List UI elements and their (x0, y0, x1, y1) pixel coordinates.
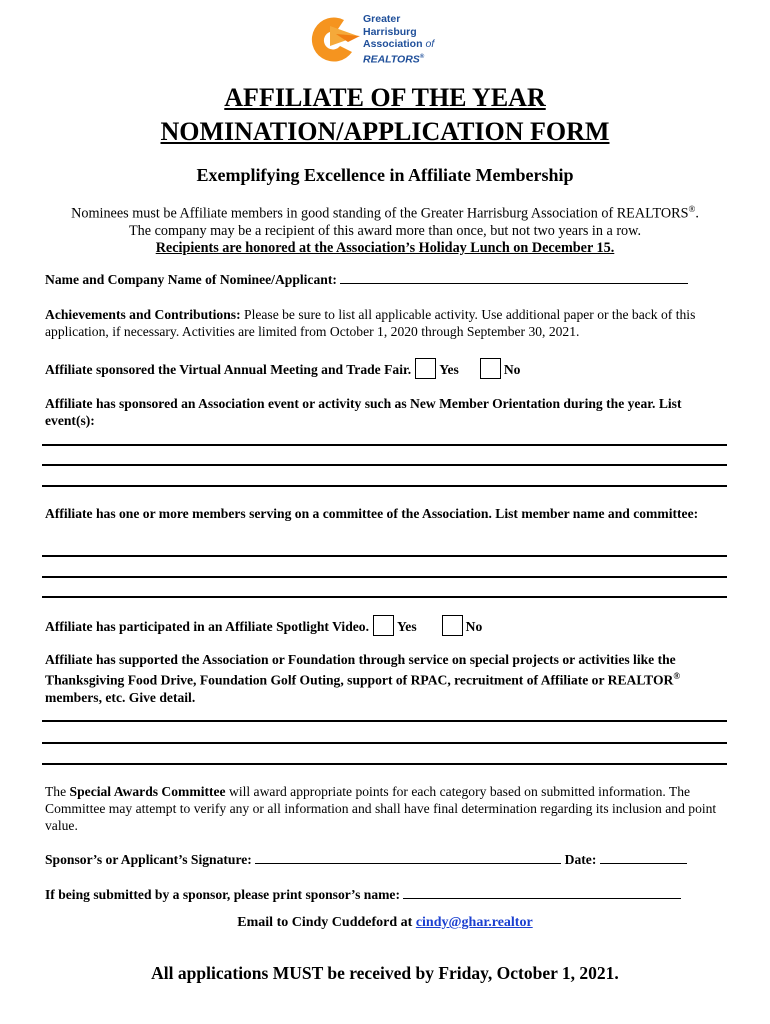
q1-yes-label: Yes (439, 362, 459, 377)
q2-answer-line-1[interactable] (42, 444, 727, 446)
intro-line-1: Nominees must be Affiliate members in good standing of the Greater Harrisburg Association of REALTORS (71, 205, 689, 222)
q2-answer-line-3[interactable] (42, 485, 727, 487)
q4-yes-checkbox[interactable] (373, 615, 394, 636)
g-logo-icon (312, 18, 360, 62)
logo-line-3: Association (363, 38, 423, 50)
intro-line-3: Recipients are honored at the Association’s Holiday Lunch on December 15. (155, 239, 615, 256)
q1-row (45, 358, 728, 379)
email-row (0, 915, 770, 931)
q5-answer-line-3[interactable] (42, 763, 727, 765)
sponsor-name-input[interactable] (403, 885, 681, 899)
q5-answer-line-2[interactable] (42, 742, 727, 744)
form-subtitle: Exemplifying Excellence in Affiliate Membership (196, 165, 574, 185)
logo-reg-mark: ® (419, 53, 425, 60)
achievements-paragraph (45, 306, 728, 340)
q4-no-checkbox[interactable] (442, 615, 463, 636)
intro-text (0, 201, 770, 257)
q1-yes-checkbox[interactable] (415, 358, 436, 379)
deadline-text: All applications MUST be received by Friday, October 1, 2021. (151, 963, 619, 983)
logo-line-2: Harrisburg (363, 25, 417, 38)
q4-no-label: No (465, 619, 483, 634)
q3-label: Affiliate has one or more members serving on a committee of the Association. List member name and committee: (45, 506, 699, 521)
q1-no-label: No (503, 362, 521, 377)
committee-bold: Special Awards Committee (69, 784, 226, 799)
committee-note (45, 783, 728, 834)
q4-row (45, 615, 728, 636)
nominee-row (45, 270, 728, 288)
intro-reg-mark: ® (688, 204, 696, 214)
achievements-label: Achievements and Contributions: (45, 307, 241, 322)
email-link[interactable]: cindy@ghar.realtor (415, 915, 533, 930)
q5-paragraph (45, 651, 728, 706)
q4-yes-label: Yes (397, 619, 417, 634)
logo-line-1: Greater (363, 13, 401, 25)
intro-line-1-end: . (695, 205, 699, 222)
form-title-line-1: AFFILIATE OF THE YEAR (224, 83, 546, 112)
q1-label: Affiliate sponsored the Virtual Annual Meeting and Trade Fair. (45, 362, 412, 377)
q5-label-b: members, etc. Give detail. (45, 689, 196, 705)
form-title-line-2: NOMINATION/APPLICATION FORM (160, 117, 610, 146)
sponsor-label: If being submitted by a sponsor, please print sponsor’s name: (45, 887, 400, 902)
nominee-label: Name and Company Name of Nominee/Applicant: (45, 272, 337, 287)
q1-no-checkbox[interactable] (480, 358, 501, 379)
q4-label: Affiliate has participated in an Affiliate Spotlight Video. (45, 619, 369, 634)
logo-line-4: REALTORS (363, 53, 420, 65)
nominee-input[interactable] (340, 270, 688, 284)
email-label: Email to Cindy Cuddeford at (237, 915, 416, 930)
q2-answer-line-2[interactable] (42, 464, 727, 466)
q3-answer-line-1[interactable] (42, 555, 727, 557)
q3-answer-line-2[interactable] (42, 576, 727, 578)
q2-label: Affiliate has sponsored an Association event or activity such as New Member Orientation during the year. List event(s): (45, 396, 682, 428)
logo-line-3-of: of (425, 38, 435, 50)
q5-reg-mark: ® (673, 671, 681, 681)
q5-label-a: Affiliate has supported the Association or Foundation through service on special projects or activities like the Thanksgiving Food Drive, Foundation Golf Outing, support of RPAC, recruitment of Affiliate or REALTOR (45, 652, 676, 688)
intro-line-2: The company may be a recipient of this award more than once, but not two years in a row. (128, 222, 642, 239)
sponsor-row (45, 885, 728, 903)
signature-row (45, 850, 728, 868)
date-label: Date: (564, 852, 597, 867)
signature-input[interactable] (255, 850, 561, 864)
logo-text (363, 13, 434, 66)
q5-answer-line-1[interactable] (42, 720, 727, 722)
date-input[interactable] (600, 850, 687, 864)
committee-post: will award appropriate points for each category based on submitted information. The Committee may attempt to verify any or all information and shall have final determination regarding its inclusion and point value. (45, 784, 717, 833)
q3-answer-line-3[interactable] (42, 596, 727, 598)
signature-label: Sponsor’s or Applicant’s Signature: (45, 852, 252, 867)
achievements-text: Please be sure to list all applicable activity. Use additional paper or the back of this application, if necessary. Activities are limited from October 1, 2020 through September 30, 2021. (45, 307, 696, 339)
committee-pre: The (45, 784, 70, 799)
